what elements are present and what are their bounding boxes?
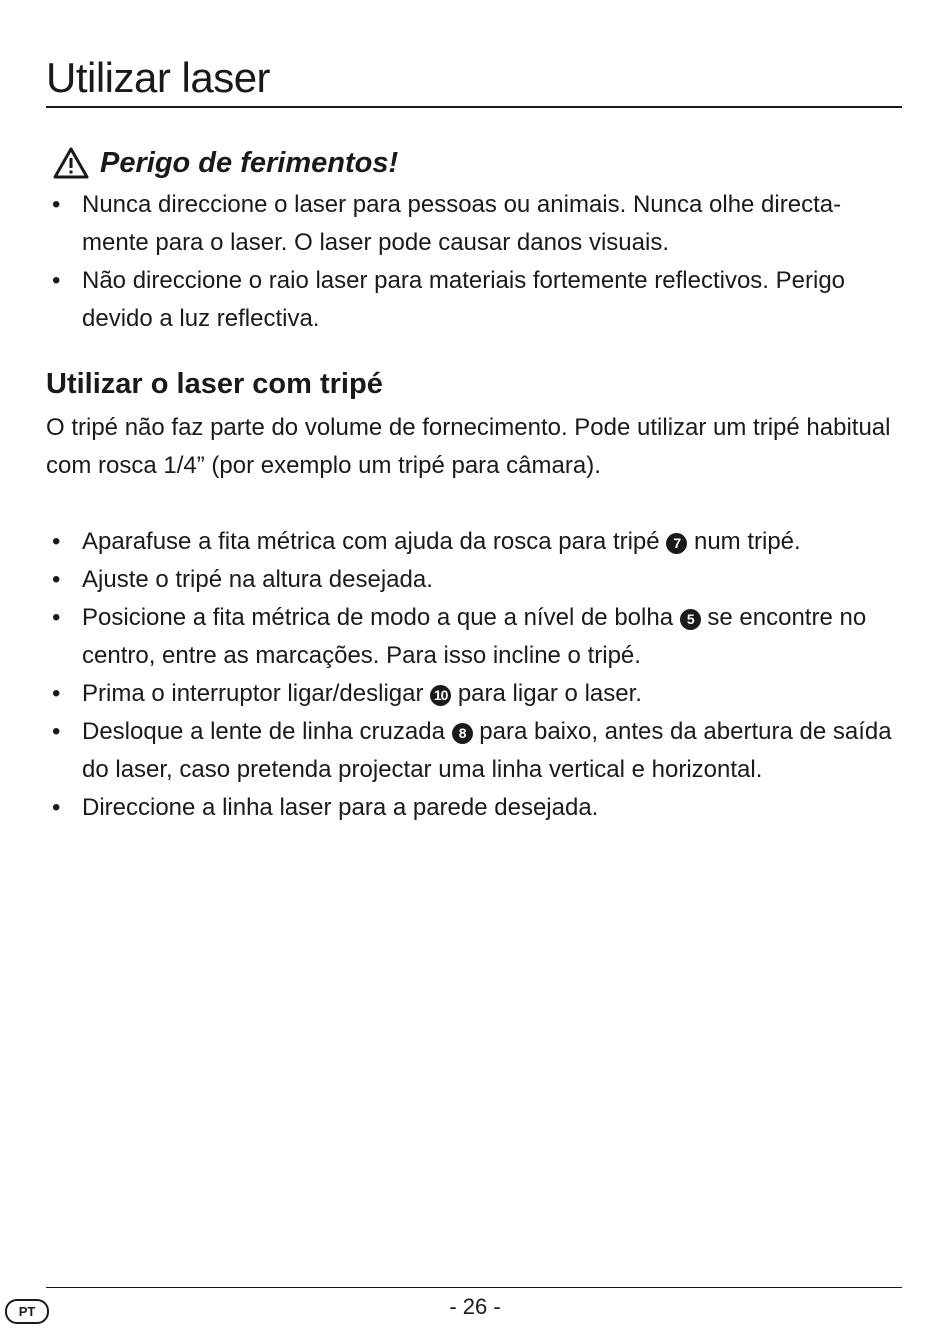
step-item: • Direccione a linha laser para a parede desejada. <box>46 789 896 827</box>
part-number-badge: 10 <box>430 685 451 706</box>
step-item: • Posicione a fita métrica de modo a que a nível de bolha 5 se encontre no centro, entre as marcações. Para isso incline o tripé. <box>46 599 896 675</box>
footer-divider <box>46 1287 902 1288</box>
step-item: • Aparafuse a fita métrica com ajuda da rosca para tripé 7 num tripé. <box>46 523 896 561</box>
part-number-badge: 5 <box>680 609 701 630</box>
warning-heading <box>52 146 398 180</box>
warning-item: • Não direccione o raio laser para materiais fortemente reflectivos. Perigo devido a luz reflectiva. <box>46 262 896 338</box>
warning-item: • Nunca direccione o laser para pessoas ou animais. Nunca olhe directa-mente para o laser. O laser pode causar danos visuais. <box>46 186 896 262</box>
page-title: Utilizar laser <box>46 54 271 101</box>
warning-heading-text: Perigo de ferimentos! <box>100 146 399 179</box>
part-number-badge: 7 <box>666 533 687 554</box>
warning-triangle-icon <box>52 146 90 180</box>
warning-list <box>46 186 896 338</box>
step-item: • Ajuste o tripé na altura desejada. <box>46 561 896 599</box>
language-badge: PT <box>5 1299 49 1324</box>
steps-list <box>46 523 896 827</box>
section-heading: Utilizar o laser com tripé <box>46 368 383 400</box>
step-item: • Desloque a lente de linha cruzada 8 para baixo, antes da abertura de saída do laser, caso pretenda projectar uma linha vertical e horizontal. <box>46 713 896 789</box>
title-divider <box>46 106 902 108</box>
step-item: • Prima o interruptor ligar/desligar 10 para ligar o laser. <box>46 675 896 713</box>
page-number: - 26 - <box>449 1294 501 1319</box>
intro-paragraph: O tripé não faz parte do volume de fornecimento. Pode utilizar um tripé habitual com rosca 1/4” (por exemplo um tripé para câmara). <box>46 414 891 479</box>
part-number-badge: 8 <box>452 723 473 744</box>
